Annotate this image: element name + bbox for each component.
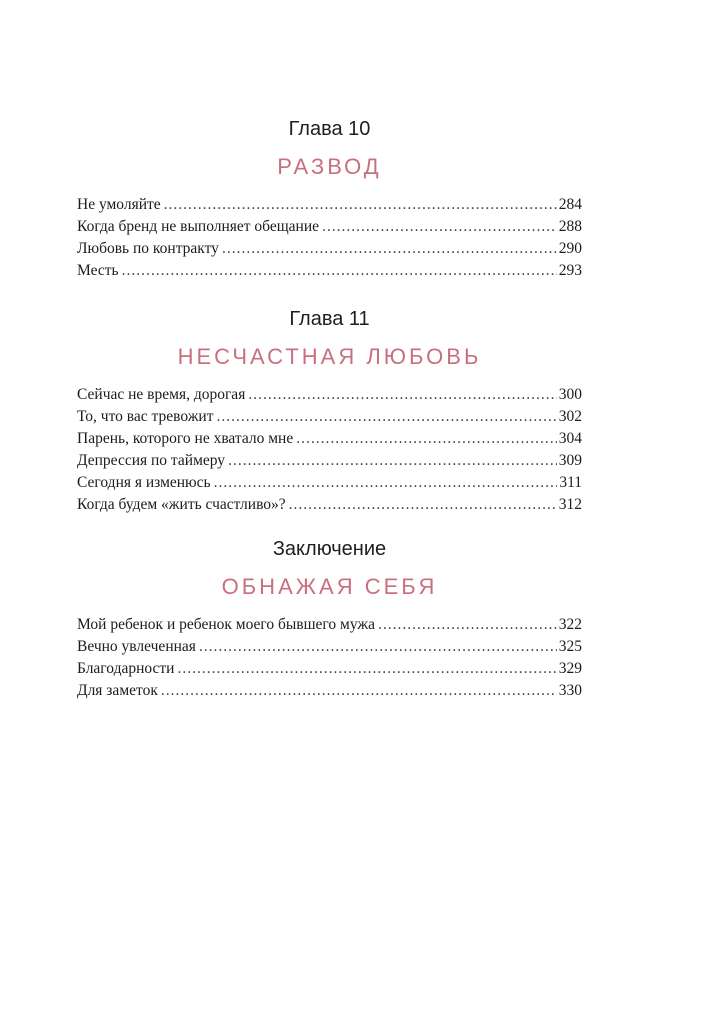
toc-entry-page: 290 — [558, 240, 582, 257]
toc-entry-page: 293 — [558, 262, 582, 279]
dot-leader — [217, 406, 557, 428]
toc-entry-page: 311 — [559, 474, 582, 491]
toc-entry-title: Месть — [77, 262, 119, 279]
toc-entry-title: Сегодня я изменюсь — [77, 474, 211, 491]
toc-entries — [77, 194, 582, 282]
dot-leader — [248, 384, 556, 406]
dot-leader — [161, 680, 557, 702]
toc-entry-title: Сейчас не время, дорогая — [77, 386, 246, 403]
toc-entry[interactable] — [77, 406, 582, 428]
toc-entry-title: Вечно увлеченная — [77, 638, 196, 655]
toc-entry-title: Любовь по контракту — [77, 240, 219, 257]
toc-entry-page: 302 — [558, 408, 582, 425]
toc-entry-title: Не умоляйте — [77, 196, 161, 213]
dot-leader — [199, 636, 557, 658]
dot-leader — [222, 238, 557, 260]
dot-leader — [228, 450, 557, 472]
toc-entry[interactable] — [77, 216, 582, 238]
toc-entry-title: Когда бренд не выполняет обещание — [77, 218, 320, 235]
toc-entry-page: 309 — [558, 452, 582, 469]
toc-entry-page: 300 — [558, 386, 582, 403]
toc-entries — [77, 384, 582, 516]
toc-entry-title: Благодарности — [77, 660, 175, 677]
dot-leader — [289, 494, 557, 516]
toc-entry-page: 322 — [558, 616, 582, 633]
toc-entry-page: 284 — [558, 196, 582, 213]
dot-leader — [177, 658, 556, 680]
toc-section-chapter-10 — [77, 117, 582, 282]
toc-entry[interactable] — [77, 680, 582, 702]
chapter-title: ОБНАЖАЯ СЕБЯ — [221, 574, 438, 599]
toc-entry-title: Парень, которого не хватало мне — [77, 430, 294, 447]
toc-entry[interactable] — [77, 658, 582, 680]
chapter-label: Заключение — [272, 538, 387, 560]
toc-entry-page: 329 — [558, 660, 582, 677]
toc-entry-page: 304 — [558, 430, 582, 447]
toc-entry[interactable] — [77, 194, 582, 216]
toc-section-chapter-11 — [77, 307, 582, 516]
toc-entry[interactable] — [77, 260, 582, 282]
toc-entry[interactable] — [77, 636, 582, 658]
dot-leader — [122, 260, 557, 282]
toc-entry[interactable] — [77, 614, 582, 636]
toc-entries — [77, 614, 582, 702]
toc-entry[interactable] — [77, 494, 582, 516]
toc-entry-title: Когда будем «жить счастливо»? — [77, 496, 286, 513]
toc-entry-page: 325 — [558, 638, 582, 655]
toc-section-conclusion — [77, 537, 582, 702]
toc-entry-title: Мой ребенок и ребенок моего бывшего мужа — [77, 616, 375, 633]
chapter-label: Глава 11 — [289, 308, 370, 330]
toc-entry-page: 330 — [558, 682, 582, 699]
toc-entry-title: То, что вас тревожит — [77, 408, 214, 425]
dot-leader — [322, 216, 557, 238]
chapter-title: РАЗВОД — [277, 154, 382, 179]
toc-entry[interactable] — [77, 384, 582, 406]
chapter-title: НЕСЧАСТНАЯ ЛЮБОВЬ — [177, 344, 482, 369]
toc-entry-title: Депрессия по таймеру — [77, 452, 226, 469]
toc-entry[interactable] — [77, 428, 582, 450]
toc-entry[interactable] — [77, 238, 582, 260]
dot-leader — [296, 428, 557, 450]
toc-entry-title: Для заметок — [77, 682, 158, 699]
toc-entry-page: 312 — [558, 496, 582, 513]
dot-leader — [378, 614, 557, 636]
chapter-label: Глава 10 — [288, 118, 371, 140]
dot-leader — [164, 194, 557, 216]
toc-entry[interactable] — [77, 472, 582, 494]
toc-entry-page: 288 — [558, 218, 582, 235]
toc-entry[interactable] — [77, 450, 582, 472]
dot-leader — [214, 472, 558, 494]
